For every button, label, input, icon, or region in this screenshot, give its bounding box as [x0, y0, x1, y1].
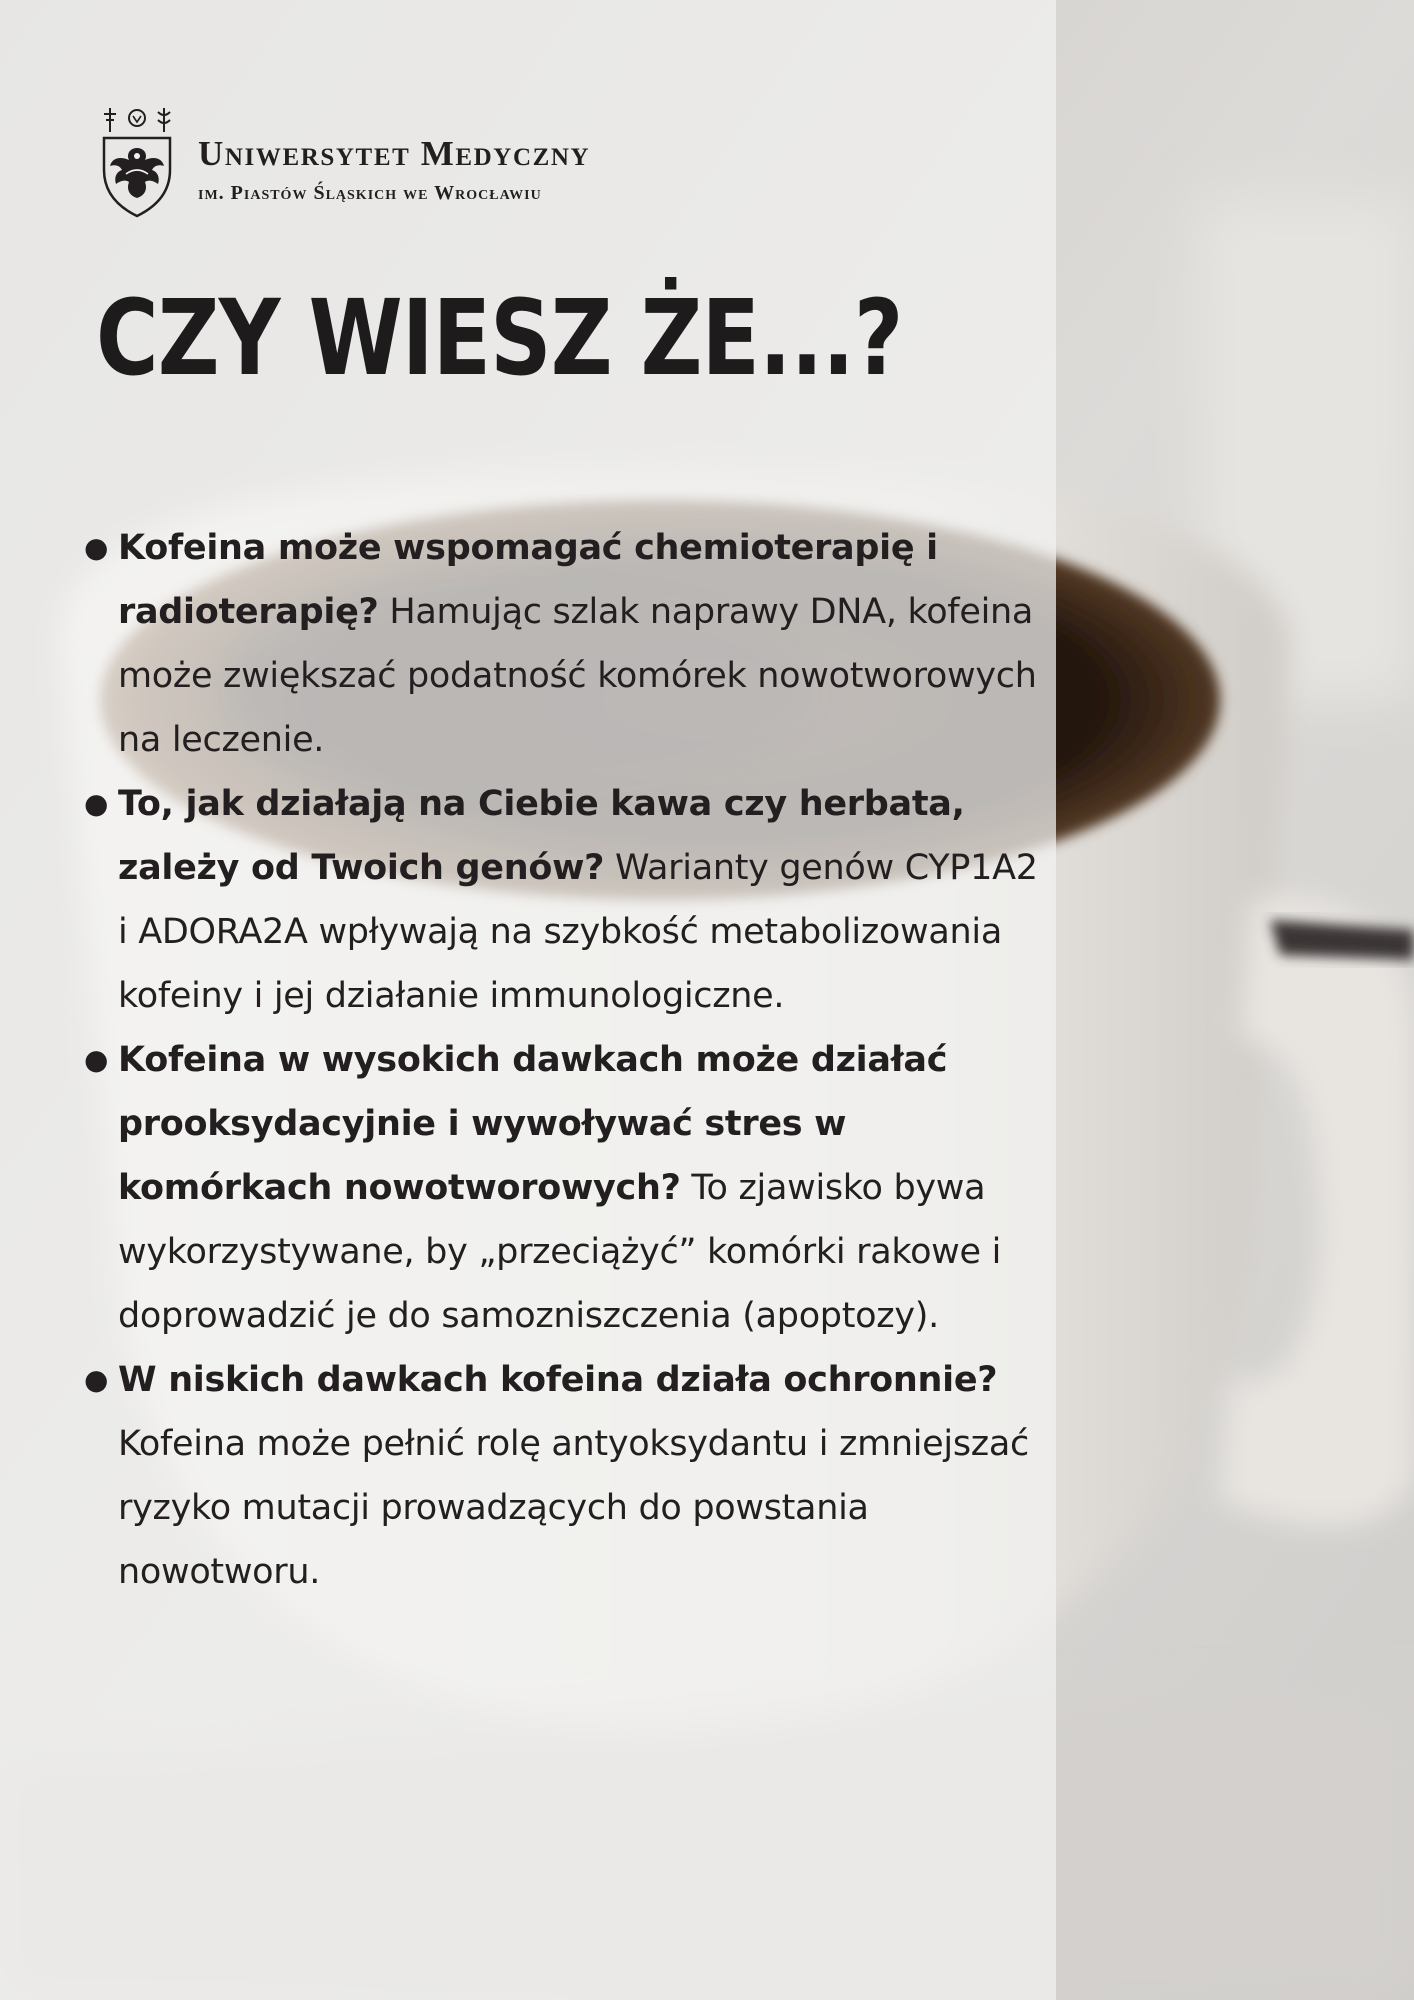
- fact-question: Kofeina może wspomagać chemioterapię i radioterapię?: [118, 528, 938, 632]
- fact-answer: Hamując szlak naprawy DNA, kofeina może zwiększać podatność komórek nowotworowych na leczenie.: [118, 592, 1037, 760]
- fact-item: [80, 516, 1040, 772]
- bullet-icon: ●: [84, 787, 109, 820]
- bullet-icon: ●: [84, 531, 109, 564]
- fact-answer: Warianty genów CYP1A2 i ADORA2A wpływają na szybkość metabolizowania kofeiny i jej działanie immunologiczne.: [118, 848, 1038, 1016]
- bullet-icon: ●: [84, 1043, 109, 1076]
- fact-item: [80, 772, 1040, 1028]
- fact-item: [80, 1028, 1040, 1348]
- fact-item: [80, 1348, 1040, 1604]
- fact-question: W niskich dawkach kofeina działa ochronnie?: [118, 1360, 998, 1400]
- university-subtitle: im. Piastów Śląskich we Wrocławiu: [198, 182, 542, 204]
- fact-question: Kofeina w wysokich dawkach może działać prooksydacyjnie i wywoływać stres w komórkach nowotworowych?: [118, 1040, 948, 1208]
- university-name: Uniwersytet Medyczny: [198, 134, 591, 173]
- bullet-icon: ●: [84, 1363, 109, 1396]
- university-logo: [96, 104, 796, 224]
- page-title: CZY WIESZ ŻE...?: [96, 277, 903, 399]
- facts-list: [80, 516, 1040, 1604]
- fact-question: To, jak działają na Ciebie kawa czy herbata, zależy od Twoich genów?: [118, 784, 965, 888]
- fact-answer: To zjawisko bywa wykorzystywane, by „przeciążyć” komórki rakowe i doprowadzić je do samozniszczenia (apoptozy).: [118, 1168, 1001, 1336]
- university-crest-icon: [96, 104, 178, 218]
- fact-answer: Kofeina może pełnić rolę antyoksydantu i zmniejszać ryzyko mutacji prowadzących do powstania nowotworu.: [118, 1424, 1029, 1592]
